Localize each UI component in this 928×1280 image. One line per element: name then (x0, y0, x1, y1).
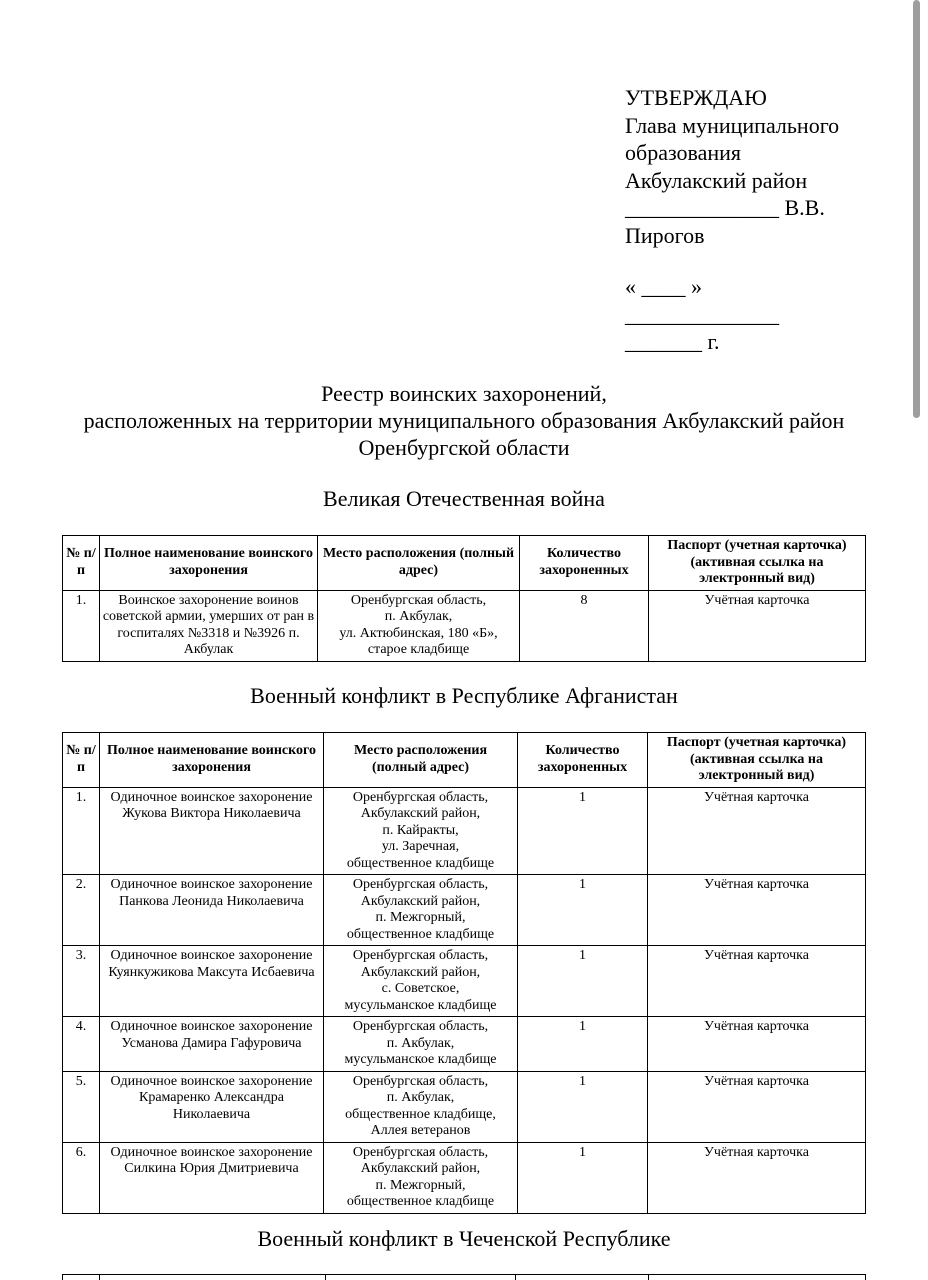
section-heading: Военный конфликт в Республике Афганистан (250, 683, 678, 708)
title-line: Реестр воинских захоронений, (321, 381, 607, 406)
approval-signature-line: ______________ В.В. (625, 195, 825, 220)
approval-date-year: _______ г. (625, 329, 720, 354)
column-header: Полное наименование воинского захоронения (100, 733, 324, 788)
table-row: 4. Одиночное воинское захоронение Усманова Дамира Гафуровича Оренбургская область, п. Акбулак, мусульманское кладбище 1 Учётная карточка (63, 1017, 866, 1072)
approval-block (625, 84, 885, 356)
registry-table-wwii (62, 535, 866, 662)
column-header: Полное наименование воинского захоронения (100, 536, 318, 591)
section-heading: Военный конфликт в Чеченской Республике (257, 1226, 671, 1251)
title-line: расположенных на территории муниципального образования Акбулакский район (83, 408, 845, 433)
column-header: Паспорт (учетная карточка) (активная ссылка на электронный вид) (649, 536, 866, 591)
registry-table-chechnya (62, 1274, 866, 1280)
passport-link[interactable]: Учётная карточка (648, 946, 866, 1017)
page-scrollbar[interactable] (913, 0, 920, 418)
passport-link[interactable]: Учётная карточка (649, 590, 866, 661)
passport-link[interactable]: Учётная карточка (648, 1071, 866, 1142)
title-line: Оренбургской области (358, 435, 570, 460)
column-header: Количество захороненных (520, 536, 649, 591)
passport-link[interactable]: Учётная карточка (648, 1017, 866, 1072)
approval-line: образования (625, 140, 742, 165)
column-header: Паспорт (учетная карточка) (активная ссылка на электронный вид) (648, 733, 866, 788)
passport-link[interactable]: Учётная карточка (648, 787, 866, 875)
table-row: 2. Одиночное воинское захоронение Панкова Леонида Николаевича Оренбургская область, Акбулакский район, п. Межгорный, общественное кладбище 1 Учётная карточка (63, 875, 866, 946)
approval-line: УТВЕРЖДАЮ (625, 85, 767, 110)
document-title (0, 380, 928, 461)
section-heading: Великая Отечественная война (323, 486, 605, 511)
column-header: № п/п (63, 733, 100, 788)
approval-line: Акбулакский район (625, 167, 808, 193)
registry-table-afghanistan (62, 732, 866, 1214)
table-row: 1. Воинское захоронение воинов советской армии, умерших от ран в госпиталях №3318 и №3926 п. Акбулак Оренбургская область, п. Акбулак, ул. Актюбинская, 180 «Б», старое кладбище 8 Учётная карточка (63, 590, 866, 661)
column-header: Место расположения (полный адрес) (318, 536, 520, 591)
column-header: Количество захороненных (518, 733, 648, 788)
passport-link[interactable]: Учётная карточка (648, 875, 866, 946)
passport-link[interactable]: Учётная карточка (648, 1142, 866, 1213)
approval-line: Глава муниципального (625, 112, 840, 138)
approval-date-day: « ____ » (625, 274, 702, 299)
table-row: 3. Одиночное воинское захоронение Куянкужикова Максута Исбаевича Оренбургская область, Акбулакский район, с. Советское, мусульманское кладбище 1 Учётная карточка (63, 946, 866, 1017)
approval-date-month: ______________ (625, 301, 779, 327)
column-header: № п/п (63, 536, 100, 591)
approval-line: Пирогов (625, 222, 705, 248)
table-row: 5. Одиночное воинское захоронение Крамаренко Александра Николаевича Оренбургская область, п. Акбулак, общественное кладбище, Аллея ветеранов 1 Учётная карточка (63, 1071, 866, 1142)
column-header: Место расположения (полный адрес) (324, 733, 518, 788)
table-row: 1. Одиночное воинское захоронение Жукова Виктора Николаевича Оренбургская область, Акбулакский район, п. Кайракты, ул. Заречная, общественное кладбище 1 Учётная карточка (63, 787, 866, 875)
table-row: 6. Одиночное воинское захоронение Силкина Юрия Дмитриевича Оренбургская область, Акбулакский район, п. Межгорный, общественное кладбище 1 Учётная карточка (63, 1142, 866, 1213)
